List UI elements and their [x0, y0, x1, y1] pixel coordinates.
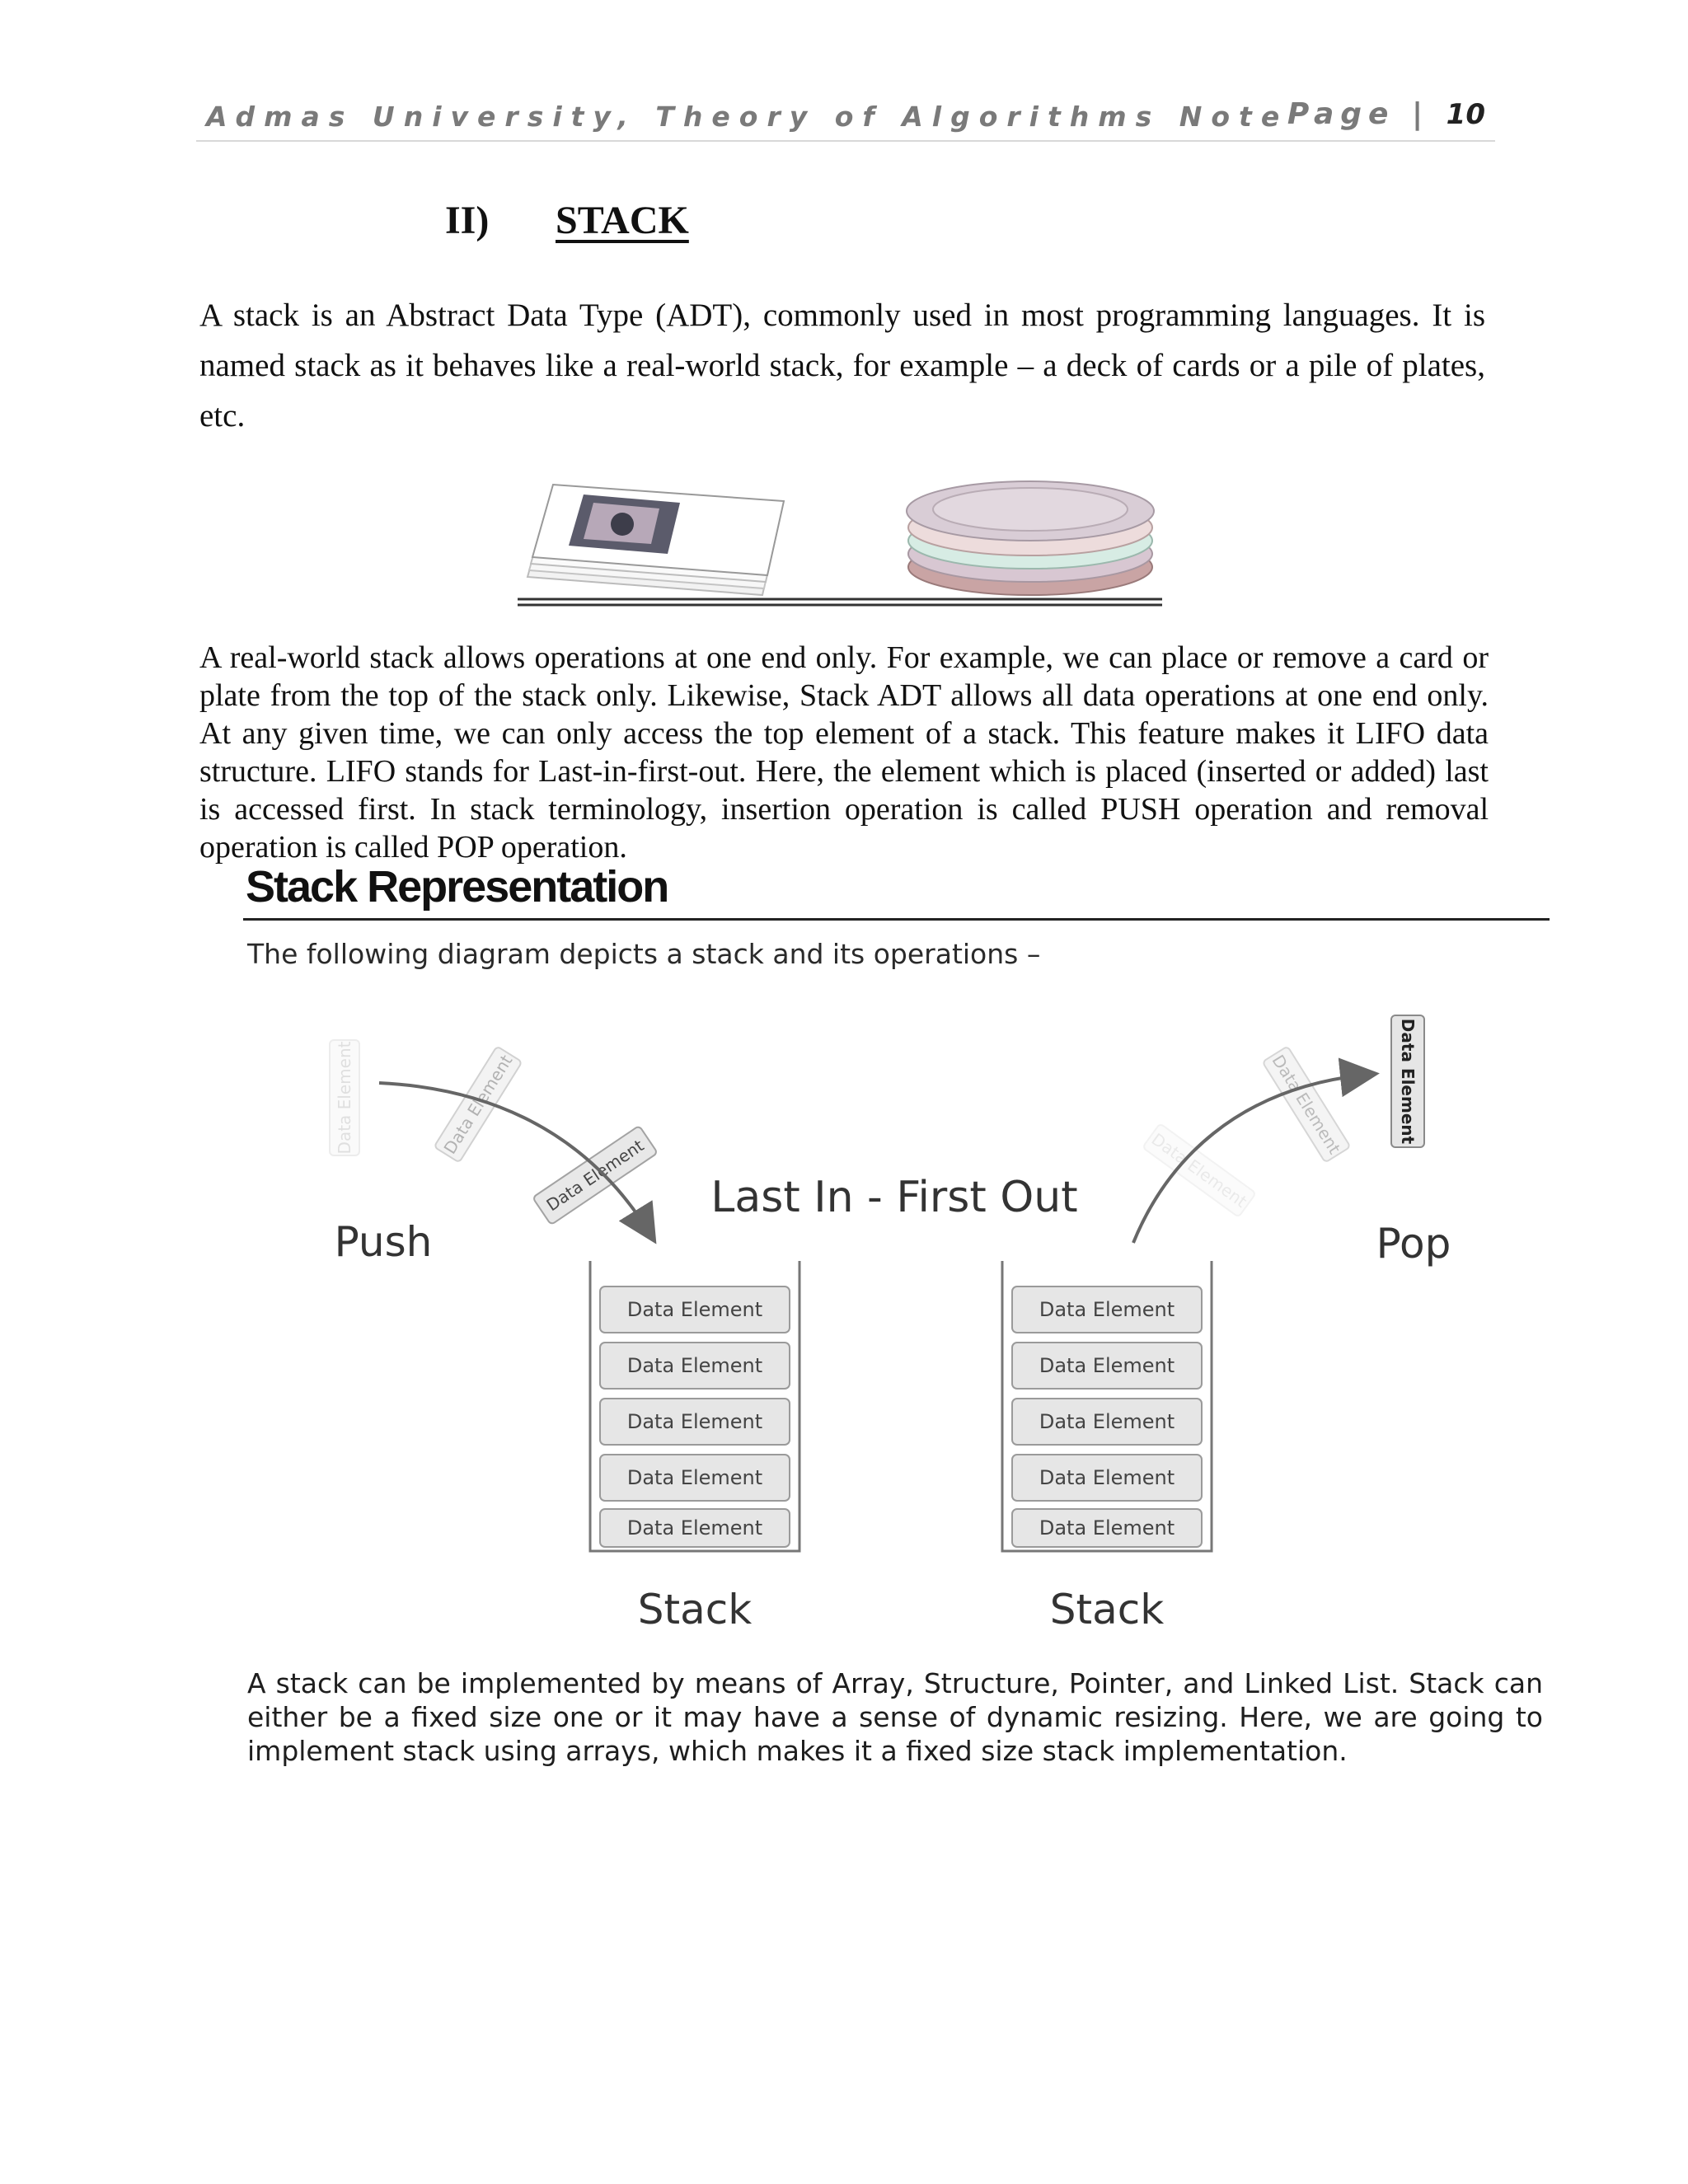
stack-element-label: Data Element: [626, 1516, 763, 1540]
push-element-2: [434, 1046, 523, 1162]
plate-pile-icon: [907, 481, 1154, 595]
stack-element-label: Data Element: [1039, 1354, 1175, 1377]
pop-element-2: [1263, 1046, 1351, 1162]
header-page: [1287, 97, 1485, 131]
svg-text:Data Element: Data Element: [1147, 1129, 1251, 1212]
svg-text:Data Element: Data Element: [1268, 1051, 1345, 1158]
pop-element-1: [1142, 1123, 1256, 1217]
right-stack-label: Stack: [1049, 1586, 1165, 1633]
page-label: Page |: [1287, 97, 1430, 131]
stack-element-label: Data Element: [1039, 1410, 1175, 1433]
svg-text:Data Element: Data Element: [439, 1051, 517, 1158]
page-header: [196, 97, 1495, 142]
stack-representation-intro: The following diagram depicts a stack and its operations –: [247, 938, 1041, 970]
push-element-1: [330, 1040, 359, 1155]
page-number: 10: [1446, 98, 1485, 131]
cards-and-plates-illustration: [511, 462, 1170, 610]
section-title: STACK: [556, 199, 689, 242]
svg-text:Data Element: Data Element: [1398, 1018, 1418, 1145]
intro-paragraph: A stack is an Abstract Data Type (ADT), commonly used in most programming languages. It is named stack as it behaves like a real-world stack, for example – a deck of cards or a pile of plates, etc.: [199, 298, 1485, 434]
stack-element-label: Data Element: [1039, 1516, 1175, 1540]
stack-representation-title: Stack Representation: [246, 862, 668, 912]
header-title: Admas University, Theory of Algorithms Note: [206, 101, 1289, 133]
stack-element-label: Data Element: [1039, 1466, 1175, 1489]
stack-element-label: Data Element: [626, 1410, 763, 1433]
stack-diagram: [280, 989, 1517, 1648]
left-stack-elements: [600, 1286, 790, 1547]
section-heading: [445, 198, 689, 243]
title-rule: [243, 918, 1550, 921]
card-deck-icon: [528, 485, 784, 595]
pop-element-3: [1391, 1015, 1424, 1147]
svg-text:Data Element: Data Element: [335, 1041, 354, 1155]
lifo-paragraph: A real-world stack allows operations at one end only. For example, we can place or remove a card or plate from the top of the stack only. Likewise, Stack ADT allows all data operations at one end only. At any given time, we can only access the top element of a stack. This feature makes it LIFO data structure. LIFO stands for Last-in-first-out. Here, the element which is placed (inserted or added) last is accessed first. In stack terminology, insertion operation is called PUSH operation and removal operation is called POP operation.: [199, 640, 1489, 865]
stack-element-label: Data Element: [1039, 1298, 1175, 1321]
stack-element-label: Data Element: [626, 1298, 763, 1321]
stack-element-label: Data Element: [626, 1466, 763, 1489]
svg-text:Data Element: Data Element: [542, 1135, 648, 1216]
closing-paragraph: A stack can be implemented by means of Array, Structure, Pointer, and Linked List. Stack can either be a fixed size one or it may have a sense of dynamic resizing. Here, we are going to implement stack using arrays, which makes it a fixed size stack implementation.: [247, 1667, 1543, 1767]
push-element-3: [532, 1126, 658, 1225]
lifo-label: Last In - First Out: [710, 1173, 1078, 1222]
push-label: Push: [334, 1218, 433, 1266]
right-stack-elements: [1012, 1286, 1202, 1547]
left-stack-label: Stack: [637, 1586, 753, 1633]
pop-label: Pop: [1376, 1220, 1451, 1268]
stack-element-label: Data Element: [626, 1354, 763, 1377]
section-number: II): [445, 199, 490, 242]
